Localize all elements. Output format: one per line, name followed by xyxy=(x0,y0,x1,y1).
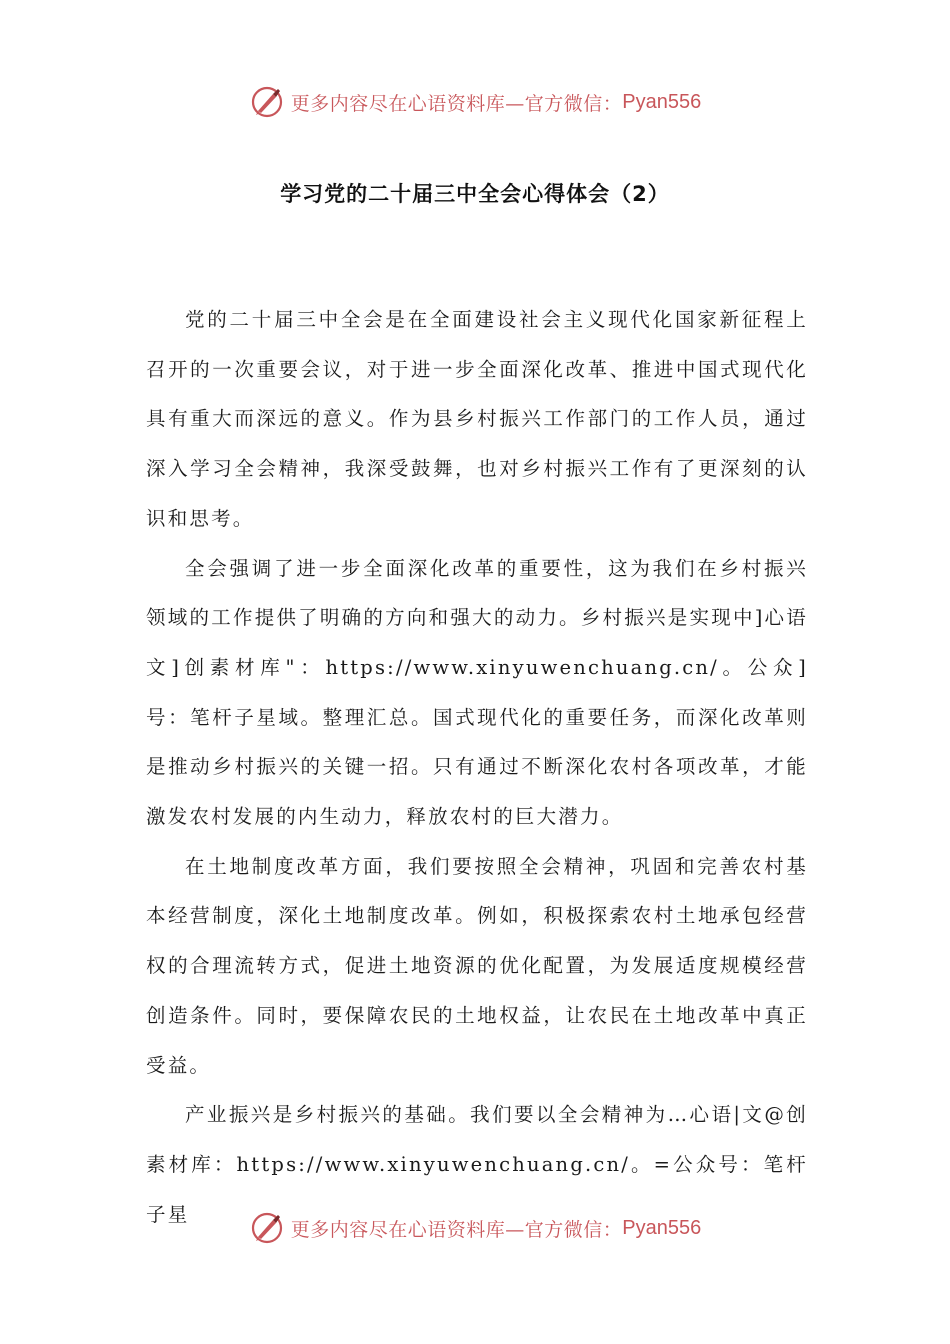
paragraph-1: 党的二十届三中全会是在全面建设社会主义现代化国家新征程上召开的一次重要会议，对于进一步全面深化改革、推进中国式现代化具有重大而深远的意义。作为县乡村振兴工作部门的工作人员，通过深入学习全会精神，我深受鼓舞，也对乡村振兴工作有了更深刻的认识和思考。 xyxy=(146,308,808,530)
wechat-id: Pyan556 xyxy=(622,90,702,113)
document-body xyxy=(146,295,808,1239)
watermark-text: 更多内容尽在心语资料库—官方微信： xyxy=(290,92,623,115)
paragraph-3: 在土地制度改革方面，我们要按照全会精神，巩固和完善农村基本经营制度，深化土地制度改革。例如，积极探索农村土地承包经营权的合理流转方式，促进土地资源的优化配置，为发展适度规模经营创造条件。同时，要保障农民的土地权益，让农民在土地改革中真正受益。 xyxy=(146,854,808,1077)
watermark-text: 更多内容尽在心语资料库—官方微信： xyxy=(290,1218,623,1241)
header-watermark-banner xyxy=(0,80,950,124)
paragraph-2: 全会强调了进一步全面深化改革的重要性，这为我们在乡村振兴领域的工作提供了明确的方向和强大的动力。乡村振兴是实现中]心语文]创素材库"：https://www.xinyuwenchuang.cn/。公众]号：笔杆子星域。整理汇总。国式现代化的重要任务，而深化改革则是推动乡村振兴的关键一招。只有通过不断深化农村各项改革，才能激发农村发展的内生动力，释放农村的巨大潜力。 xyxy=(146,556,808,829)
pen-logo-icon xyxy=(249,1210,285,1246)
document-title: 学习党的二十届三中全会心得体会（2） xyxy=(280,182,670,206)
wechat-id: Pyan556 xyxy=(622,1216,702,1239)
footer-watermark-banner xyxy=(0,1206,950,1250)
pen-logo-icon xyxy=(249,84,285,120)
paragraph-4: 产业振兴是乡村振兴的基础。我们要以全会精神为…心语|文@创素材库：https://www.xinyuwenchuang.cn/。=公众号：笔杆子星 xyxy=(146,1103,808,1226)
